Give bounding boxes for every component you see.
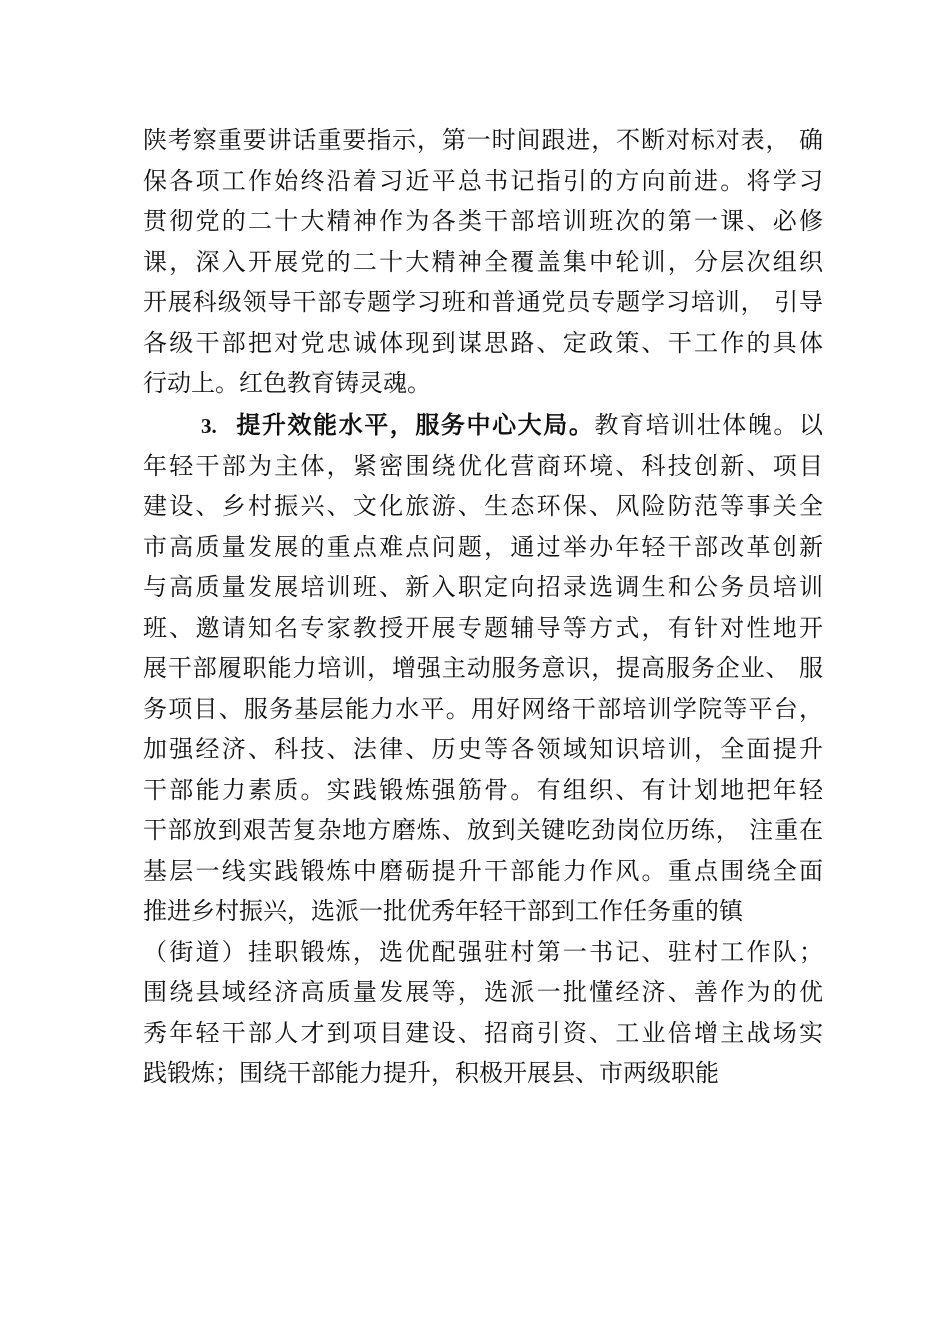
paragraph-1-line: 开展科级领导干部专题学习班和普通党员专题学习培训， 引导 xyxy=(143,288,823,316)
paragraph-1 xyxy=(143,120,823,404)
paragraph-2-line: 推进乡村振兴，选派一批优秀年轻干部到工作任务重的镇 xyxy=(143,897,743,925)
paragraph-2-first-line xyxy=(143,405,823,446)
section-number: 3. xyxy=(201,414,217,438)
paragraph-2-line: 加强经济、科技、法律、历史等各领域知识培训，全面提升 xyxy=(143,735,823,763)
paragraph-1-line: 各级干部把对党忠诚体现到谋思路、定政策、干工作的具体 xyxy=(143,328,823,357)
paragraph-1-line: 保各项工作始终沿着习近平总书记指引的方向前进。将学习 xyxy=(143,166,823,195)
paragraph-1-line: 行动上。红色教育铸灵魂。 xyxy=(143,369,431,397)
paragraph-2-line: 班、邀请知名专家教授开展专题辅导等方式，有针对性地开 xyxy=(143,613,823,642)
paragraph-1-line: 课，深入开展党的二十大精神全覆盖集中轮训，分层次组织 xyxy=(143,247,823,276)
paragraph-2-line: 干部放到艰苦复杂地方磨炼、放到关键吃劲岗位历练， 注重在 xyxy=(143,816,823,844)
paragraph-2-first-line-text: 教育培训壮体魄。以 xyxy=(594,411,823,439)
paragraph-2-line: 务项目、服务基层能力水平。用好网络干部培训学院等平台， xyxy=(143,694,823,723)
paragraph-2-line: 展干部履职能力培训，增强主动服务意识，提高服务企业、 服 xyxy=(143,654,823,682)
paragraph-2-line: 市高质量发展的重点难点问题，通过举办年轻干部改革创新 xyxy=(143,532,823,561)
paragraph-2-line: 基层一线实践锻炼中磨砺提升干部能力作风。重点围绕全面 xyxy=(143,856,823,885)
paragraph-2-line: 围绕县域经济高质量发展等，选派一批懂经济、善作为的优 xyxy=(143,978,823,1006)
paragraph-2-line: （街道）挂职锻炼，选优配强驻村第一书记、驻村工作队； xyxy=(143,937,823,966)
paragraph-1-line: 陕考察重要讲话重要指示，第一时间跟进，不断对标对表， 确 xyxy=(143,126,823,154)
paragraph-2-line: 践锻炼；围绕干部能力提升，积极开展县、市两级职能 xyxy=(143,1059,719,1087)
section-heading: 提升效能水平，服务中心大局。 xyxy=(234,411,595,439)
paragraph-2-line: 年轻干部为主体，紧密围绕优化营商环境、科技创新、项目 xyxy=(143,451,823,480)
paragraph-2-line: 建设、乡村振兴、文化旅游、生态环保、风险防范等事关全 xyxy=(143,492,823,520)
paragraph-1-line: 贯彻党的二十大精神作为各类干部培训班次的第一课、必修 xyxy=(143,207,823,235)
paragraph-2 xyxy=(143,405,823,1094)
paragraph-2-line: 与高质量发展培训班、新入职定向招录选调生和公务员培训 xyxy=(143,573,823,601)
paragraph-2-line: 秀年轻干部人才到项目建设、招商引资、工业倍增主战场实 xyxy=(143,1018,823,1047)
paragraph-2-line: 干部能力素质。实践锻炼强筋骨。有组织、有计划地把年轻 xyxy=(143,775,823,804)
